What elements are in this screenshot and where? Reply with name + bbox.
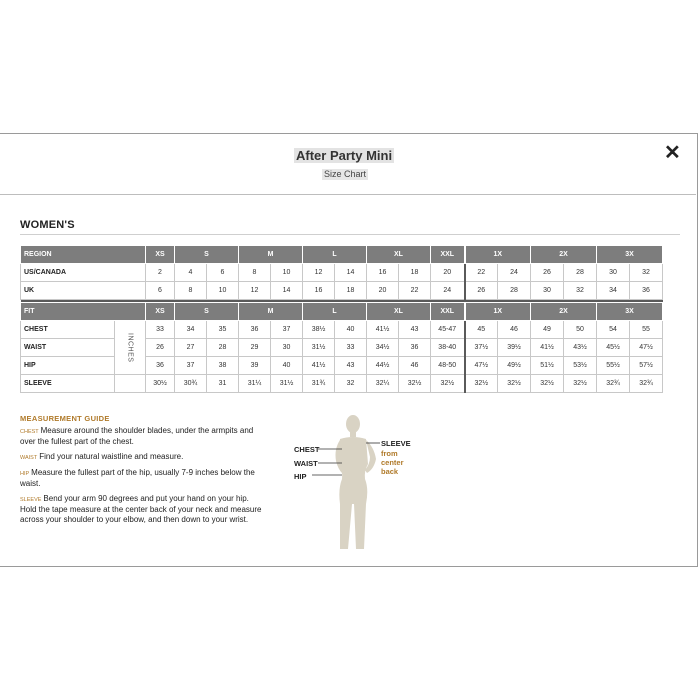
figure-sleeve-sub-1: from xyxy=(381,449,398,458)
table-cell: 24 xyxy=(498,264,531,282)
table-cell: 41½ xyxy=(303,357,335,375)
size-header-cell: XXL xyxy=(431,246,465,264)
table-cell: 31½ xyxy=(303,339,335,357)
table-cell: 20 xyxy=(431,264,465,282)
table-cell: 32½ xyxy=(431,375,465,393)
table-cell: 49½ xyxy=(498,357,531,375)
table-cell: 8 xyxy=(239,264,271,282)
modal-header xyxy=(0,134,696,195)
size-header-cell: 2X xyxy=(531,303,597,321)
size-header-cell: S xyxy=(175,303,239,321)
table-cell: 55½ xyxy=(597,357,630,375)
table-cell: 8 xyxy=(175,282,207,300)
table-cell: 45-47 xyxy=(431,321,465,339)
table-cell: 32¾ xyxy=(630,375,663,393)
guide-title: MEASUREMENT GUIDE xyxy=(20,414,110,423)
table-cell: 38-40 xyxy=(431,339,465,357)
table-cell: 26 xyxy=(465,282,498,300)
table-cell: 37 xyxy=(271,321,303,339)
table-cell: 36 xyxy=(630,282,663,300)
table-cell: 28 xyxy=(207,339,239,357)
table-cell: 30¾ xyxy=(175,375,207,393)
table-cell: 32 xyxy=(564,282,597,300)
row-hip-label: HIP xyxy=(21,357,115,375)
guide-waist-text: Find your natural waistline and measure. xyxy=(39,452,184,461)
table-cell: 18 xyxy=(335,282,367,300)
table-cell: 31½ xyxy=(271,375,303,393)
table-cell: 46 xyxy=(498,321,531,339)
guide-sleeve-text: Bend your arm 90 degrees and put your hand on your hip. Hold the tape measure at the center back of your neck and measure across your shoulder to your elbow, and then down to your wrist. xyxy=(20,494,262,524)
size-header-cell: XL xyxy=(367,303,431,321)
figure-hip-label: HIP xyxy=(294,472,307,481)
table-cell: 37 xyxy=(175,357,207,375)
table-cell: 45 xyxy=(465,321,498,339)
size-header-cell: 3X xyxy=(597,303,663,321)
table-cell: 20 xyxy=(367,282,399,300)
row-chest xyxy=(21,321,663,339)
size-header-cell: S xyxy=(175,246,239,264)
size-header-cell: L xyxy=(303,303,367,321)
size-header-cell: M xyxy=(239,303,303,321)
figure-sleeve-sub-2: center xyxy=(381,458,404,467)
guide-hip-text: Measure the fullest part of the hip, usually 7-9 inches below the waist. xyxy=(20,468,255,488)
figure-sleeve-sub-3: back xyxy=(381,467,399,476)
section-divider xyxy=(20,234,680,235)
table-cell: 22 xyxy=(399,282,431,300)
row-uk-label: UK xyxy=(21,282,146,300)
table-cell: 18 xyxy=(399,264,431,282)
page-backdrop-top xyxy=(0,0,700,133)
table-cell: 10 xyxy=(207,282,239,300)
size-header-cell: M xyxy=(239,246,303,264)
size-header-cell: XL xyxy=(367,246,431,264)
table-cell: 34½ xyxy=(367,339,399,357)
table-cell: 50 xyxy=(564,321,597,339)
table-cell: 12 xyxy=(239,282,271,300)
table-cell: 32 xyxy=(335,375,367,393)
row-sleeve xyxy=(21,375,663,393)
table-cell: 22 xyxy=(465,264,498,282)
table-cell: 28 xyxy=(498,282,531,300)
measurement-figure xyxy=(290,409,420,559)
measurement-guide xyxy=(20,414,265,530)
table-cell: 32¾ xyxy=(597,375,630,393)
row-region-header-label: REGION xyxy=(21,246,146,264)
table-cell: 53½ xyxy=(564,357,597,375)
table-cell: 49 xyxy=(531,321,564,339)
table-cell: 6 xyxy=(146,282,175,300)
guide-chest-text: Measure around the shoulder blades, under the armpits and over the fullest part of the chest. xyxy=(20,426,254,446)
table-cell: 38½ xyxy=(303,321,335,339)
row-waist-label: WAIST xyxy=(21,339,115,357)
size-header-cell: XS xyxy=(146,246,175,264)
page-backdrop-bottom xyxy=(0,568,700,700)
row-fit-header-label: FIT xyxy=(21,303,146,321)
row-us-canada xyxy=(21,264,663,282)
table-cell: 14 xyxy=(335,264,367,282)
size-header-cell: 1X xyxy=(465,303,531,321)
guide-chest-term: CHEST xyxy=(20,429,39,435)
close-icon[interactable]: ✕ xyxy=(664,142,681,164)
guide-sleeve xyxy=(20,494,265,525)
table-cell: 47½ xyxy=(465,357,498,375)
table-cell: 44½ xyxy=(367,357,399,375)
table-cell: 32¼ xyxy=(367,375,399,393)
table-cell: 28 xyxy=(564,264,597,282)
table-cell: 36 xyxy=(239,321,271,339)
modal-title: After Party Mini xyxy=(296,148,393,163)
table-cell: 55 xyxy=(630,321,663,339)
size-header-cell: L xyxy=(303,246,367,264)
size-header-cell: 1X xyxy=(465,246,531,264)
guide-chest xyxy=(20,426,265,447)
table-cell: 51½ xyxy=(531,357,564,375)
table-cell: 35 xyxy=(207,321,239,339)
table-cell: 10 xyxy=(271,264,303,282)
table-cell: 43 xyxy=(399,321,431,339)
sleeve-blank-cell xyxy=(115,375,146,393)
size-header-cell: XXL xyxy=(431,303,465,321)
table-cell: 38 xyxy=(207,357,239,375)
table-cell: 40 xyxy=(271,357,303,375)
guide-sleeve-term: SLEEVE xyxy=(20,497,42,503)
table-cell: 31¼ xyxy=(239,375,271,393)
table-cell: 30 xyxy=(531,282,564,300)
size-header-cell: XS xyxy=(146,303,175,321)
table-cell: 39½ xyxy=(498,339,531,357)
row-chest-label: CHEST xyxy=(21,321,115,339)
table-cell: 36 xyxy=(146,357,175,375)
size-chart-table xyxy=(20,245,663,393)
table-cell: 45½ xyxy=(597,339,630,357)
guide-hip xyxy=(20,468,265,489)
table-cell: 37½ xyxy=(465,339,498,357)
table-cell: 31 xyxy=(207,375,239,393)
table-cell: 16 xyxy=(367,264,399,282)
table-cell: 29 xyxy=(239,339,271,357)
row-region-header xyxy=(21,246,663,264)
table-cell: 31¾ xyxy=(303,375,335,393)
table-cell: 6 xyxy=(207,264,239,282)
table-cell: 32½ xyxy=(465,375,498,393)
row-uk xyxy=(21,282,663,300)
size-header-cell: 2X xyxy=(531,246,597,264)
inches-label: INCHES xyxy=(115,321,146,375)
table-cell: 16 xyxy=(303,282,335,300)
figure-waist-label: WAIST xyxy=(294,459,318,468)
table-cell: 32½ xyxy=(399,375,431,393)
table-cell: 43 xyxy=(335,357,367,375)
guide-waist-term: WAIST xyxy=(20,455,38,461)
table-cell: 32 xyxy=(630,264,663,282)
table-cell: 32½ xyxy=(564,375,597,393)
table-cell: 2 xyxy=(146,264,175,282)
table-cell: 40 xyxy=(335,321,367,339)
figure-sleeve-label: SLEEVE xyxy=(381,439,411,448)
table-cell: 32½ xyxy=(498,375,531,393)
row-us-canada-label: US/CANADA xyxy=(21,264,146,282)
table-cell: 36 xyxy=(399,339,431,357)
table-cell: 27 xyxy=(175,339,207,357)
table-cell: 12 xyxy=(303,264,335,282)
table-cell: 26 xyxy=(531,264,564,282)
guide-hip-term: HIP xyxy=(20,471,30,477)
table-cell: 32½ xyxy=(531,375,564,393)
table-cell: 4 xyxy=(175,264,207,282)
table-cell: 57½ xyxy=(630,357,663,375)
table-cell: 54 xyxy=(597,321,630,339)
table-cell: 30 xyxy=(271,339,303,357)
table-cell: 43½ xyxy=(564,339,597,357)
table-cell: 30 xyxy=(597,264,630,282)
modal-subtitle: Size Chart xyxy=(324,169,367,179)
size-chart-modal xyxy=(0,133,698,567)
table-cell: 14 xyxy=(271,282,303,300)
table-cell: 34 xyxy=(175,321,207,339)
table-cell: 26 xyxy=(146,339,175,357)
table-cell: 33 xyxy=(335,339,367,357)
guide-waist xyxy=(20,452,265,463)
table-cell: 41½ xyxy=(367,321,399,339)
section-title: WOMEN'S xyxy=(20,219,75,231)
table-cell: 30½ xyxy=(146,375,175,393)
table-cell: 47½ xyxy=(630,339,663,357)
table-cell: 34 xyxy=(597,282,630,300)
table-cell: 39 xyxy=(239,357,271,375)
table-cell: 24 xyxy=(431,282,465,300)
table-cell: 46 xyxy=(399,357,431,375)
table-cell: 33 xyxy=(146,321,175,339)
row-sleeve-label: SLEEVE xyxy=(21,375,115,393)
body-silhouette-icon xyxy=(290,409,420,559)
size-header-cell: 3X xyxy=(597,246,663,264)
row-fit-header xyxy=(21,303,663,321)
table-cell: 48-50 xyxy=(431,357,465,375)
table-cell: 41½ xyxy=(531,339,564,357)
figure-chest-label: CHEST xyxy=(294,445,320,454)
